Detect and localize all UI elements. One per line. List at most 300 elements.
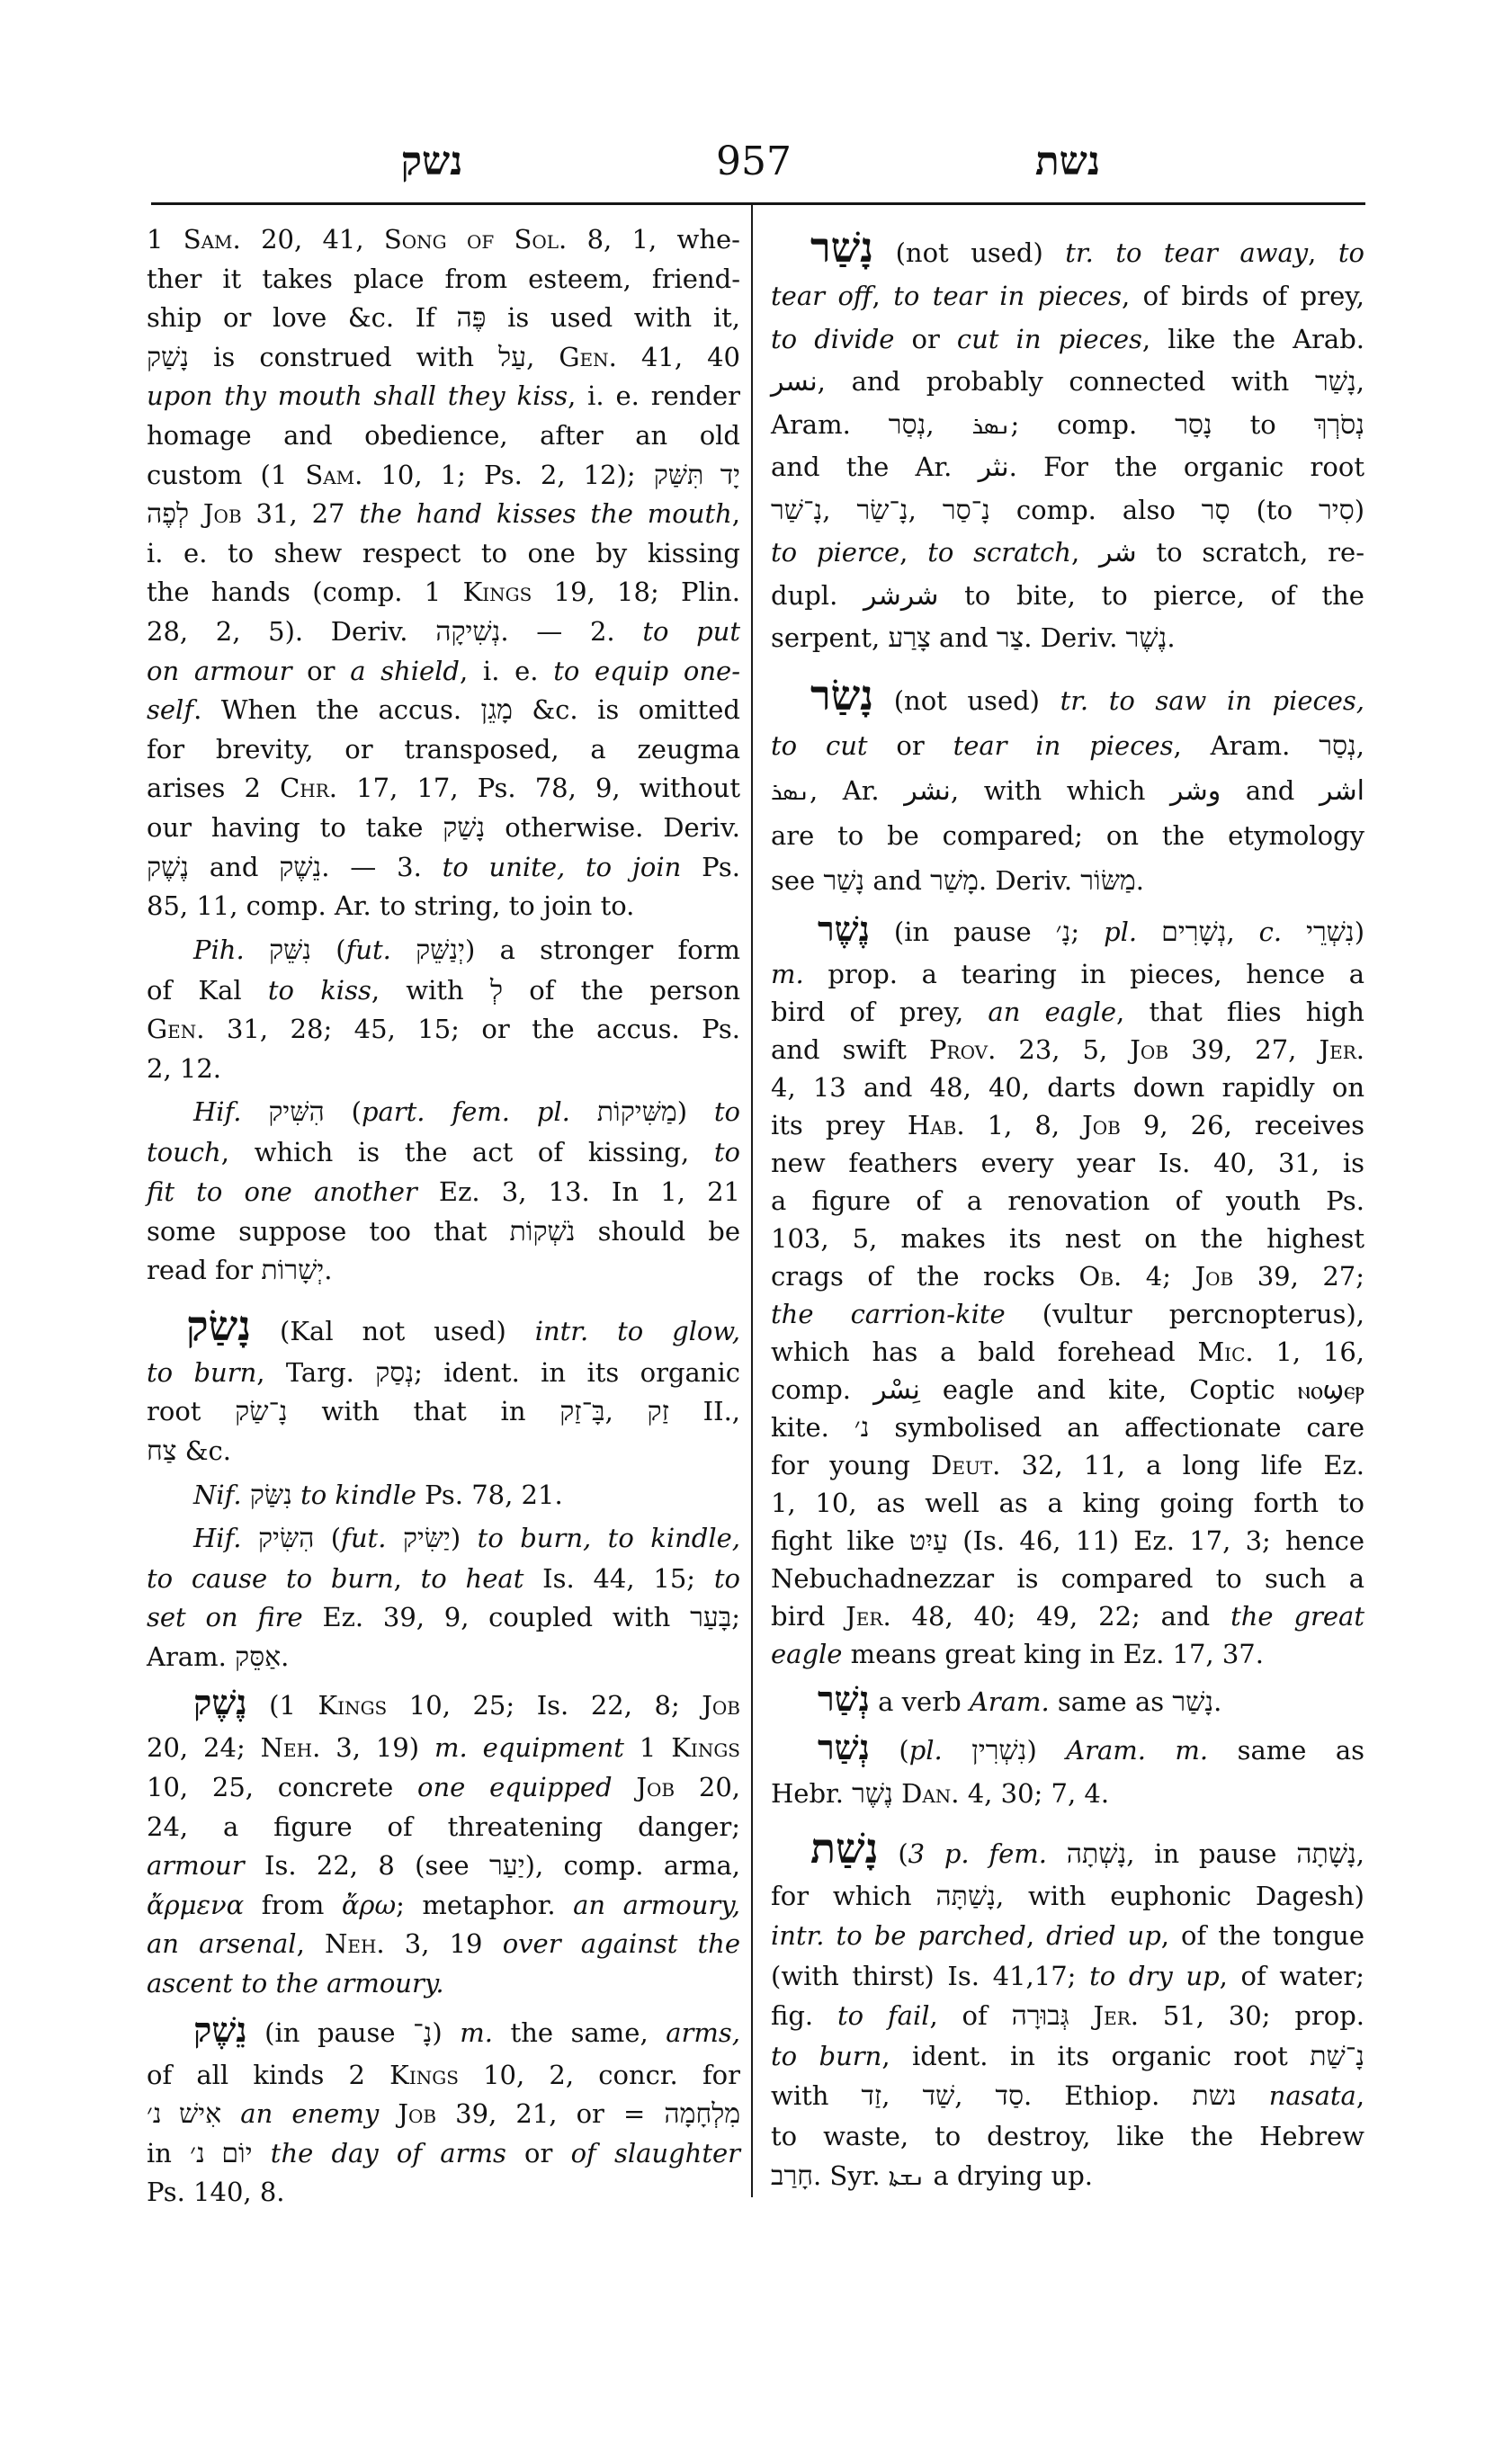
text-line [147,730,740,770]
text-run: ) [676,1096,714,1128]
italic-text: fut. [341,1522,387,1553]
text-line [771,1182,1364,1220]
text-run: 32, 11, a long life Ez. [1000,1449,1364,1480]
italic-text: Pih. [193,934,245,965]
italic-text: to equip one- [553,655,741,686]
text-run: . — 3. [321,851,443,882]
italic-text: an arsenal [147,1928,297,1960]
headword: נָשַׂר [810,672,874,719]
text-line [771,1106,1364,1144]
text-run: ( [314,1522,342,1553]
book-abbreviation: Jer. [845,1600,891,1632]
text-run: , of water; [1219,1960,1364,1991]
text-run: Aram. [771,408,889,440]
text-run: 1, 10, as well as a king going forth to [771,1487,1364,1518]
text-run [1069,2000,1094,2031]
hebrew-word: נִשֵּׁק [268,934,311,965]
text-line [771,1484,1364,1522]
hebrew-word: אַסֵּק [235,1641,282,1672]
italic-text: to [713,1137,740,1168]
book-abbreviation: Mic. [1197,1336,1254,1367]
italic-text: of slaughter [570,2137,740,2168]
text-run: , in pause [1126,1838,1297,1869]
text-run: 31, 28; 45, 15; or the accus. Ps. [204,1014,740,1045]
text-run: custom (1 [147,459,306,490]
text-line [771,2116,1364,2157]
italic-text: to unite, to join [442,851,682,882]
arabic-word: شرشر [863,579,939,612]
text-line [771,1031,1364,1069]
text-run: and [189,851,280,882]
text-run: ; metaphor. [396,1889,574,1920]
text-line [771,1295,1364,1333]
text-run: 9, 26, receives [1120,1109,1364,1140]
text-run: , [731,498,740,530]
hebrew-word: עַל [498,342,527,372]
text-run: , [1355,2080,1365,2111]
text-run: means great king in Ez. 17, 37. [842,1638,1264,1669]
text-run: , which is the act of kissing, [220,1137,714,1168]
text-run: a drying up. [925,2160,1093,2191]
text-run: in [147,2137,191,2168]
italic-text: intr. to be parched [771,1920,1026,1951]
italic-text: to tear in pieces [893,281,1122,311]
italic-text: pl. [1104,916,1138,947]
text-line [147,1432,740,1471]
text-run: 2, 12. [147,1052,222,1084]
entry-headword-line [771,672,1364,719]
italic-text: m. [460,2016,493,2048]
text-run: which has a bald forehead [771,1336,1198,1367]
text-run: 24, a figure of threatening danger; [147,1811,740,1842]
text-run: same as [1208,1734,1365,1766]
text-run: bird [771,1600,846,1632]
text-run: , [604,1396,648,1427]
text-line [771,1774,1364,1813]
text-run: Ps. 140, 8. [147,2177,285,2208]
text-run: kite. [771,1411,854,1443]
entry-headword-line [771,1825,1364,1872]
book-abbreviation: Neh. [260,1732,321,1764]
text-run: ship or love &c. If [147,302,457,334]
text-run: 1 [623,1732,672,1764]
text-run: of all kinds 2 [147,2059,390,2090]
hebrew-word: נָ־שַׂק [235,1397,288,1427]
text-line [771,1916,1364,1956]
book-abbreviation: Gen. [559,341,617,372]
text-run: root [147,1396,236,1427]
text-run: or [894,323,957,354]
italic-text: an armoury, [573,1889,740,1920]
text-run: Nebuchadnezzar is compared to such a [771,1562,1364,1594]
text-run: fig. [771,2000,837,2031]
text-run [221,2098,240,2129]
text-line [147,1925,740,1964]
text-run: and [1221,774,1320,806]
text-line [771,955,1364,993]
italic-text: fut. [345,934,391,965]
hebrew-word: יָד תִּשַּׁק [653,460,740,490]
italic-text: to [713,1562,740,1594]
italic-text: to scratch [927,537,1071,568]
text-line [771,1144,1364,1182]
text-run: to waste, to destroy, like the Hebrew [771,2120,1364,2151]
text-run: Is. 22, 8 (see [244,1850,490,1882]
arabic-word: نِسْر [873,1373,920,1406]
text-run: symbolised an affectionate care [869,1411,1364,1443]
text-run: should be [575,1215,740,1247]
italic-text: upon thy mouth shall they kiss [147,380,568,412]
syriac-word: ܢܫܬܐ [888,2164,926,2191]
text-run: same as [1049,1685,1173,1717]
italic-text: set on fire [147,1602,303,1633]
text-run: and swift [771,1033,930,1065]
text-run [1237,2080,1269,2111]
stem-entry-line [147,930,740,970]
text-run: and [930,622,997,653]
italic-text: tear off [771,281,872,311]
hebrew-word: מָגֵן [480,695,513,726]
hebrew-word: נֶשֶׁר [852,1778,893,1809]
hebrew-word: שַׁד [922,2081,955,2111]
text-run: , [926,408,972,440]
italic-text: part. fem. pl. [361,1096,570,1128]
text-run: 10, 2, concr. for [458,2059,740,2090]
text-line [771,1408,1364,1446]
italic-text: to kindle [300,1479,416,1510]
italic-text: pl. [908,1734,943,1766]
hebrew-word: עַיִט [909,1525,949,1556]
text-line [771,813,1364,858]
text-run: 10, 25, concrete [147,1772,417,1802]
text-line [147,809,740,848]
hebrew-word: אִישׁ נ׳ [147,2099,222,2130]
text-line [147,1251,740,1291]
text-run: (1 [246,1690,318,1721]
coptic-word: ⲛⲟϣⲉⲣ [1297,1374,1365,1405]
text-run: , [393,1562,421,1594]
text-run [570,1096,597,1127]
text-run: 20, 41, [240,224,384,255]
italic-text: to fail [837,2000,930,2031]
text-line [147,2095,740,2134]
italic-text: fit to one another [147,1176,417,1208]
text-run: . Deriv. [978,864,1081,896]
italic-text: to divide [771,323,895,354]
hebrew-word: יְשָׁרוֹת [261,1256,325,1286]
hebrew-word: מַשִּׁיקוֹת [596,1097,677,1128]
hebrew-word: צַח [147,1436,177,1467]
hebrew-word: הִשִּׁיק [268,1097,325,1128]
italic-text: nasata [1268,2080,1356,2111]
greek-word: ἄρω [341,1889,397,1920]
book-abbreviation: Kings [671,1732,740,1764]
book-abbreviation: Neh. [324,1928,385,1960]
subentry-headword: נְשַׁר [818,1680,870,1719]
text-run: , [1226,916,1259,947]
hebrew-word: נָ׳ [1055,917,1071,947]
hebrew-word: נָשַׁר [1315,367,1356,397]
text-run: for which [771,1880,936,1911]
book-abbreviation: Jer. [1093,2000,1139,2031]
text-run: 51, 30; prop. [1139,2000,1364,2031]
italic-text: 3 p. fem. [908,1838,1047,1869]
text-run: ( [311,934,346,965]
text-run: II., [668,1396,741,1427]
text-line [771,446,1364,489]
text-line [147,2056,740,2096]
text-run: &c. is omitted [512,694,740,726]
hebrew-word: נְסַר [888,409,926,440]
hebrew-word: נָשַׁר [1172,1686,1214,1717]
text-run: to bite, to pierce, of the [938,579,1364,611]
text-run [189,498,203,529]
text-run: , [954,2080,996,2111]
text-line [771,575,1364,618]
italic-text: to kiss [267,974,371,1006]
hebrew-word: לְפֶה [147,499,190,530]
italic-text: touch [147,1137,221,1168]
text-run: to [1212,408,1314,440]
arabic-word: نشر [904,774,951,807]
book-abbreviation: Dan. [901,1777,960,1809]
text-run: , i. e. [460,655,554,686]
text-run: of Kal [147,974,268,1006]
text-run: eagle and kite, Coptic [919,1373,1298,1405]
text-run: Ez. 3, 13. In 1, 21 [416,1176,740,1208]
text-line [771,1220,1364,1257]
text-run: , [1355,729,1365,761]
text-run: , ident. in its organic root [881,2040,1311,2071]
text-line [147,220,740,260]
text-line [771,1446,1364,1484]
book-abbreviation: Kings [462,577,532,608]
text-run: (Kal not used) [251,1315,535,1346]
text-run: , with [371,974,490,1006]
text-run: 41, 40 [616,341,740,372]
text-run: its prey [771,1109,908,1140]
text-run: . [324,1255,333,1286]
text-run: 20, [675,1772,740,1802]
text-line [147,338,740,378]
text-run: . [1213,1685,1222,1717]
text-line [771,532,1364,575]
text-run: ; [1070,916,1105,947]
text-run: , [881,2080,923,2111]
headword: נָשַׁת [810,1825,879,1872]
text-run: , of the tongue [1160,1920,1365,1951]
text-run: (vultur percnopterus), [1005,1298,1364,1329]
text-run: , [899,537,928,568]
text-line [771,1956,1364,1997]
text-run: the hands (comp. 1 [147,577,463,608]
italic-text: tear in pieces [953,729,1174,761]
hebrew-word: זַק [647,1397,669,1427]
text-run: 8, 1, whe- [567,224,740,255]
hebrew-word: לְ [489,975,504,1006]
italic-text: to dry up [1089,1960,1220,1991]
text-run: ), comp. arma, [524,1850,740,1882]
italic-text: to burn, to kindle, [477,1522,740,1553]
arabic-word: شر [1098,537,1137,568]
text-run: , [1025,1920,1047,1951]
text-run: ; [731,1602,741,1633]
text-run: . For the organic root [1008,452,1364,482]
text-line [147,456,740,496]
hebrew-word: נִשְׁרִין [971,1735,1027,1766]
text-run: 39, 27; [1233,1260,1364,1292]
text-run [241,1096,268,1127]
italic-text: self [147,694,194,726]
text-line [147,2134,740,2174]
book-abbreviation: Job [398,2098,437,2130]
text-run: 10, 25; Is. 22, 8; [387,1690,702,1721]
italic-text: the day of arms [270,2137,506,2168]
headword: נָשַׂק [186,1302,252,1349]
text-run: 31, 27 [241,498,360,530]
text-run: 85, 11, comp. Ar. to string, to join to. [147,890,635,922]
text-run: ) [1026,1734,1067,1766]
italic-text: intr. to glow, [534,1315,740,1346]
text-run: ) [1354,916,1365,947]
text-line [771,858,1364,903]
text-line [771,1635,1364,1673]
syriac-word: ܢܣܪ [771,778,810,806]
hebrew-word: סַד [995,2081,1024,2111]
text-run: serpent, [771,622,889,653]
arabic-word: اشر [1319,774,1365,807]
hebrew-word: נָ־שַׁר [771,495,823,525]
book-abbreviation: Song of Sol. [383,224,568,255]
arabic-word: نسر [771,366,818,398]
text-line [147,377,740,416]
text-run: read for [147,1255,262,1286]
hebrew-word: נְשִׁיקָה [435,616,501,647]
italic-text: to burn [147,1356,257,1388]
book-abbreviation: Kings [389,2059,459,2090]
book-abbreviation: Job [1194,1260,1234,1292]
text-line [147,1392,740,1432]
subentry-headword: נֵשֶׁק [193,2011,247,2050]
text-line [147,848,740,888]
text-run: 1, 16, [1253,1336,1364,1367]
text-line [147,534,740,574]
text-run: , with which [950,774,1171,806]
text-run: . [1135,864,1144,896]
text-run [253,2138,271,2168]
hebrew-word: גְּבוּרָה [1011,2001,1069,2031]
text-line [771,617,1364,660]
hebrew-word: נֶשֶׁק [147,852,190,882]
text-run: , [908,494,943,525]
italic-text: a shield [350,655,461,686]
text-run [292,1480,300,1510]
italic-text: tr. to tear away [1065,237,1309,268]
text-run: . Syr. [812,2160,889,2191]
stem-entry-line [147,1092,740,1131]
hebrew-word: נָ־ [413,2017,433,2048]
text-run: Ps. 78, 21. [416,1479,563,1510]
text-run: ther it takes place from esteem, friend- [147,263,740,294]
hebrew-word: נָ־שַׂר [856,495,908,525]
header-rule [151,202,1365,205]
text-run: 3, 19) [320,1732,435,1764]
text-run: , and probably connected with [817,366,1316,397]
text-run: 1 [147,224,183,255]
text-run [613,1772,637,1802]
text-run: . — 2. [500,615,643,647]
text-run: . [281,1641,290,1672]
text-run: bird of prey, [771,996,989,1027]
hebrew-word: פֶּה [456,303,487,334]
text-run: , [872,281,894,311]
text-run: for young [771,1449,932,1480]
italic-text: m. [771,958,804,989]
text-run [391,934,416,965]
hebrew-word: יַשִּׂיק [402,1523,451,1553]
text-line [147,1846,740,1886]
text-line [147,1886,740,1926]
text-run: and the Ar. [771,452,979,482]
italic-text: eagle [771,1638,843,1669]
hebrew-word: נָשָׁתָה [1296,1838,1356,1869]
italic-text: one equipped [417,1772,613,1802]
text-run: , like the Arab. [1141,323,1365,354]
text-line [771,1597,1364,1635]
book-abbreviation: Chr. [280,773,338,804]
text-run: comp. also [989,494,1202,525]
text-run: &c. [176,1435,231,1467]
book-abbreviation: Job [1082,1109,1121,1140]
subentry-headword: נְשַׁר [818,1729,870,1767]
hebrew-word: הִשִּׂיק [257,1523,315,1553]
subentry-line [147,2013,740,2052]
hebrew-word: מַשּׂוֹר [1080,865,1136,896]
text-run: is construed with [189,341,499,372]
stem-entry-line [147,1475,740,1515]
hebrew-word: חָרַב [771,2161,813,2191]
text-line [147,1638,740,1677]
subentry-line [771,1682,1364,1721]
text-line [771,2076,1364,2116]
text-line [771,2156,1364,2196]
text-run: , [822,494,857,525]
text-run: (in pause [246,2016,414,2048]
subentry-line [771,912,1364,952]
book-abbreviation: Job [202,498,242,530]
text-line [147,299,740,338]
text-line [147,1560,740,1599]
text-line [771,1371,1364,1408]
text-run: the same, [493,2016,667,2048]
book-abbreviation: Job [702,1690,741,1721]
italic-text: arms, [666,2016,740,2048]
text-run: ) a stronger form [465,934,741,965]
text-run: , [296,1928,325,1960]
text-run [245,934,269,965]
italic-text: cut in pieces [956,323,1142,354]
stem-entry-line [147,1518,740,1558]
text-line [771,768,1364,813]
text-line [147,1354,740,1393]
text-line [147,2173,740,2213]
hebrew-word: נֵשֶׁק [279,852,322,882]
right-column [771,225,1365,2196]
text-run: , Targ. [256,1356,376,1388]
arabic-word: نثر [978,452,1009,483]
text-run: 4, 13 and 48, 40, darts down rapidly on [771,1071,1364,1103]
hebrew-word: נ׳ [854,1412,870,1443]
